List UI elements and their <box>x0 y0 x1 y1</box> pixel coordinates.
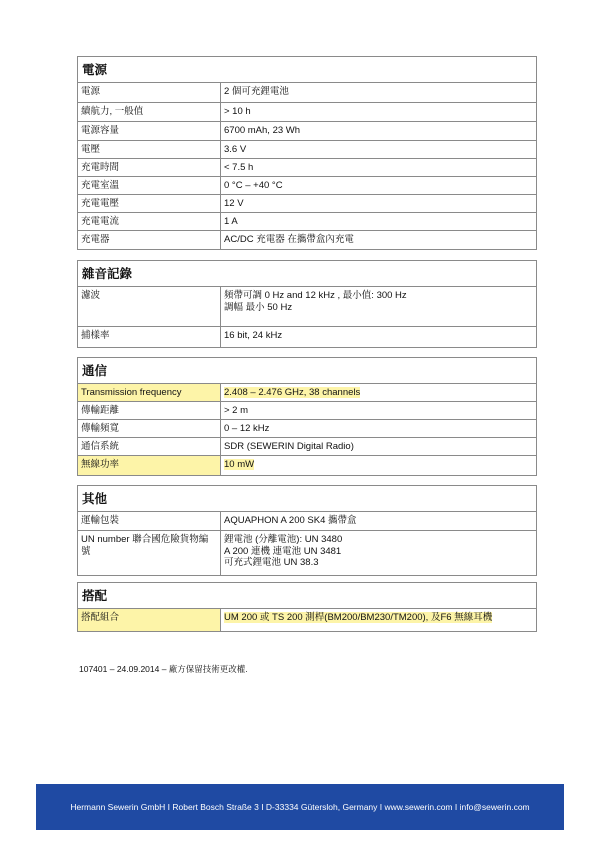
table-row <box>78 512 536 531</box>
row-label: 無線功率 <box>78 456 221 475</box>
row-label: 充電電壓 <box>78 195 221 212</box>
table-row <box>78 122 536 141</box>
table-row <box>78 83 536 103</box>
section-title: 雜音記錄 <box>78 261 536 287</box>
section-noise-recording <box>77 260 537 348</box>
company-footer-bar <box>36 784 564 830</box>
row-label: 傳輸距離 <box>78 402 221 419</box>
table-row <box>78 231 536 249</box>
document-revision-note: 107401 – 24.09.2014 – 廠方保留技術更改權. <box>79 664 248 674</box>
row-label: 運輸包裝 <box>78 512 221 530</box>
table-row <box>78 177 536 195</box>
row-value: 1 A <box>224 216 238 227</box>
section-other <box>77 485 537 576</box>
row-value: 3.6 V <box>224 144 247 155</box>
table-row <box>78 420 536 438</box>
row-value: AQUAPHON A 200 SK4 攜帶盒 <box>224 515 357 526</box>
table-row <box>78 609 536 631</box>
section-title: 搭配 <box>78 583 536 609</box>
row-label: 充電電流 <box>78 213 221 230</box>
row-value: 0 °C – +40 °C <box>224 180 283 191</box>
row-value: UM 200 或 TS 200 測桿(BM200/BM230/TM200), 及F6 無線耳機 <box>224 612 493 623</box>
row-value: 2.408 – 2.476 GHz, 38 channels <box>224 387 361 398</box>
row-label: 通信系統 <box>78 438 221 455</box>
row-label: 充電室溫 <box>78 177 221 194</box>
row-label: 捕樣率 <box>78 327 221 347</box>
row-value: 6700 mAh, 23 Wh <box>224 125 301 136</box>
company-contact-text: Hermann Sewerin GmbH I Robert Bosch Straße 3 I D-33334 Gütersloh, Germany I www.sewerin.com I info@sewerin.com <box>70 802 530 812</box>
section-title: 通信 <box>78 358 536 384</box>
table-row <box>78 159 536 177</box>
row-label: 續航力, 一般值 <box>78 103 221 121</box>
row-value: 12 V <box>224 198 244 209</box>
row-label: Transmission frequency <box>78 384 221 401</box>
row-label: 搭配組合 <box>78 609 221 631</box>
row-label: 充電器 <box>78 231 221 249</box>
row-label: 濾波 <box>78 287 221 326</box>
table-row <box>78 195 536 213</box>
table-row <box>78 438 536 456</box>
row-value: AC/DC 充電器 在攜帶盒內充電 <box>224 234 354 245</box>
table-row <box>78 384 536 402</box>
table-row <box>78 327 536 347</box>
table-row <box>78 456 536 475</box>
section-power <box>77 56 537 250</box>
section-accessories <box>77 582 537 632</box>
table-row <box>78 213 536 231</box>
table-row <box>78 287 536 327</box>
row-value: 鋰電池 (分離電池): UN 3480 A 200 連機 連電池 UN 3481 可充式鋰電池 UN 38.3 <box>224 534 343 568</box>
row-value: 2 個可充鋰電池 <box>224 86 289 97</box>
section-communication <box>77 357 537 476</box>
row-value: > 2 m <box>224 405 249 416</box>
row-label: 傳輸頻寬 <box>78 420 221 437</box>
section-title: 其他 <box>78 486 536 512</box>
row-value: 10 mW <box>224 459 255 470</box>
row-label: 充電時間 <box>78 159 221 176</box>
row-label: 電源容量 <box>78 122 221 140</box>
table-row <box>78 141 536 159</box>
row-value: 0 – 12 kHz <box>224 423 270 434</box>
row-label: 電壓 <box>78 141 221 158</box>
table-row <box>78 402 536 420</box>
row-value: > 10 h <box>224 106 251 117</box>
row-label: 電源 <box>78 83 221 102</box>
table-row <box>78 103 536 122</box>
section-title: 電源 <box>78 57 536 83</box>
row-value: 16 bit, 24 kHz <box>224 330 283 341</box>
row-value: < 7.5 h <box>224 162 254 173</box>
row-value: SDR (SEWERIN Digital Radio) <box>224 441 354 452</box>
row-label: UN number 聯合國危險貨物編號 <box>78 531 221 575</box>
table-row <box>78 531 536 575</box>
row-value: 頻帶可調 0 Hz and 12 kHz , 最小值: 300 Hz 調幅 最小 50 Hz <box>224 290 407 313</box>
